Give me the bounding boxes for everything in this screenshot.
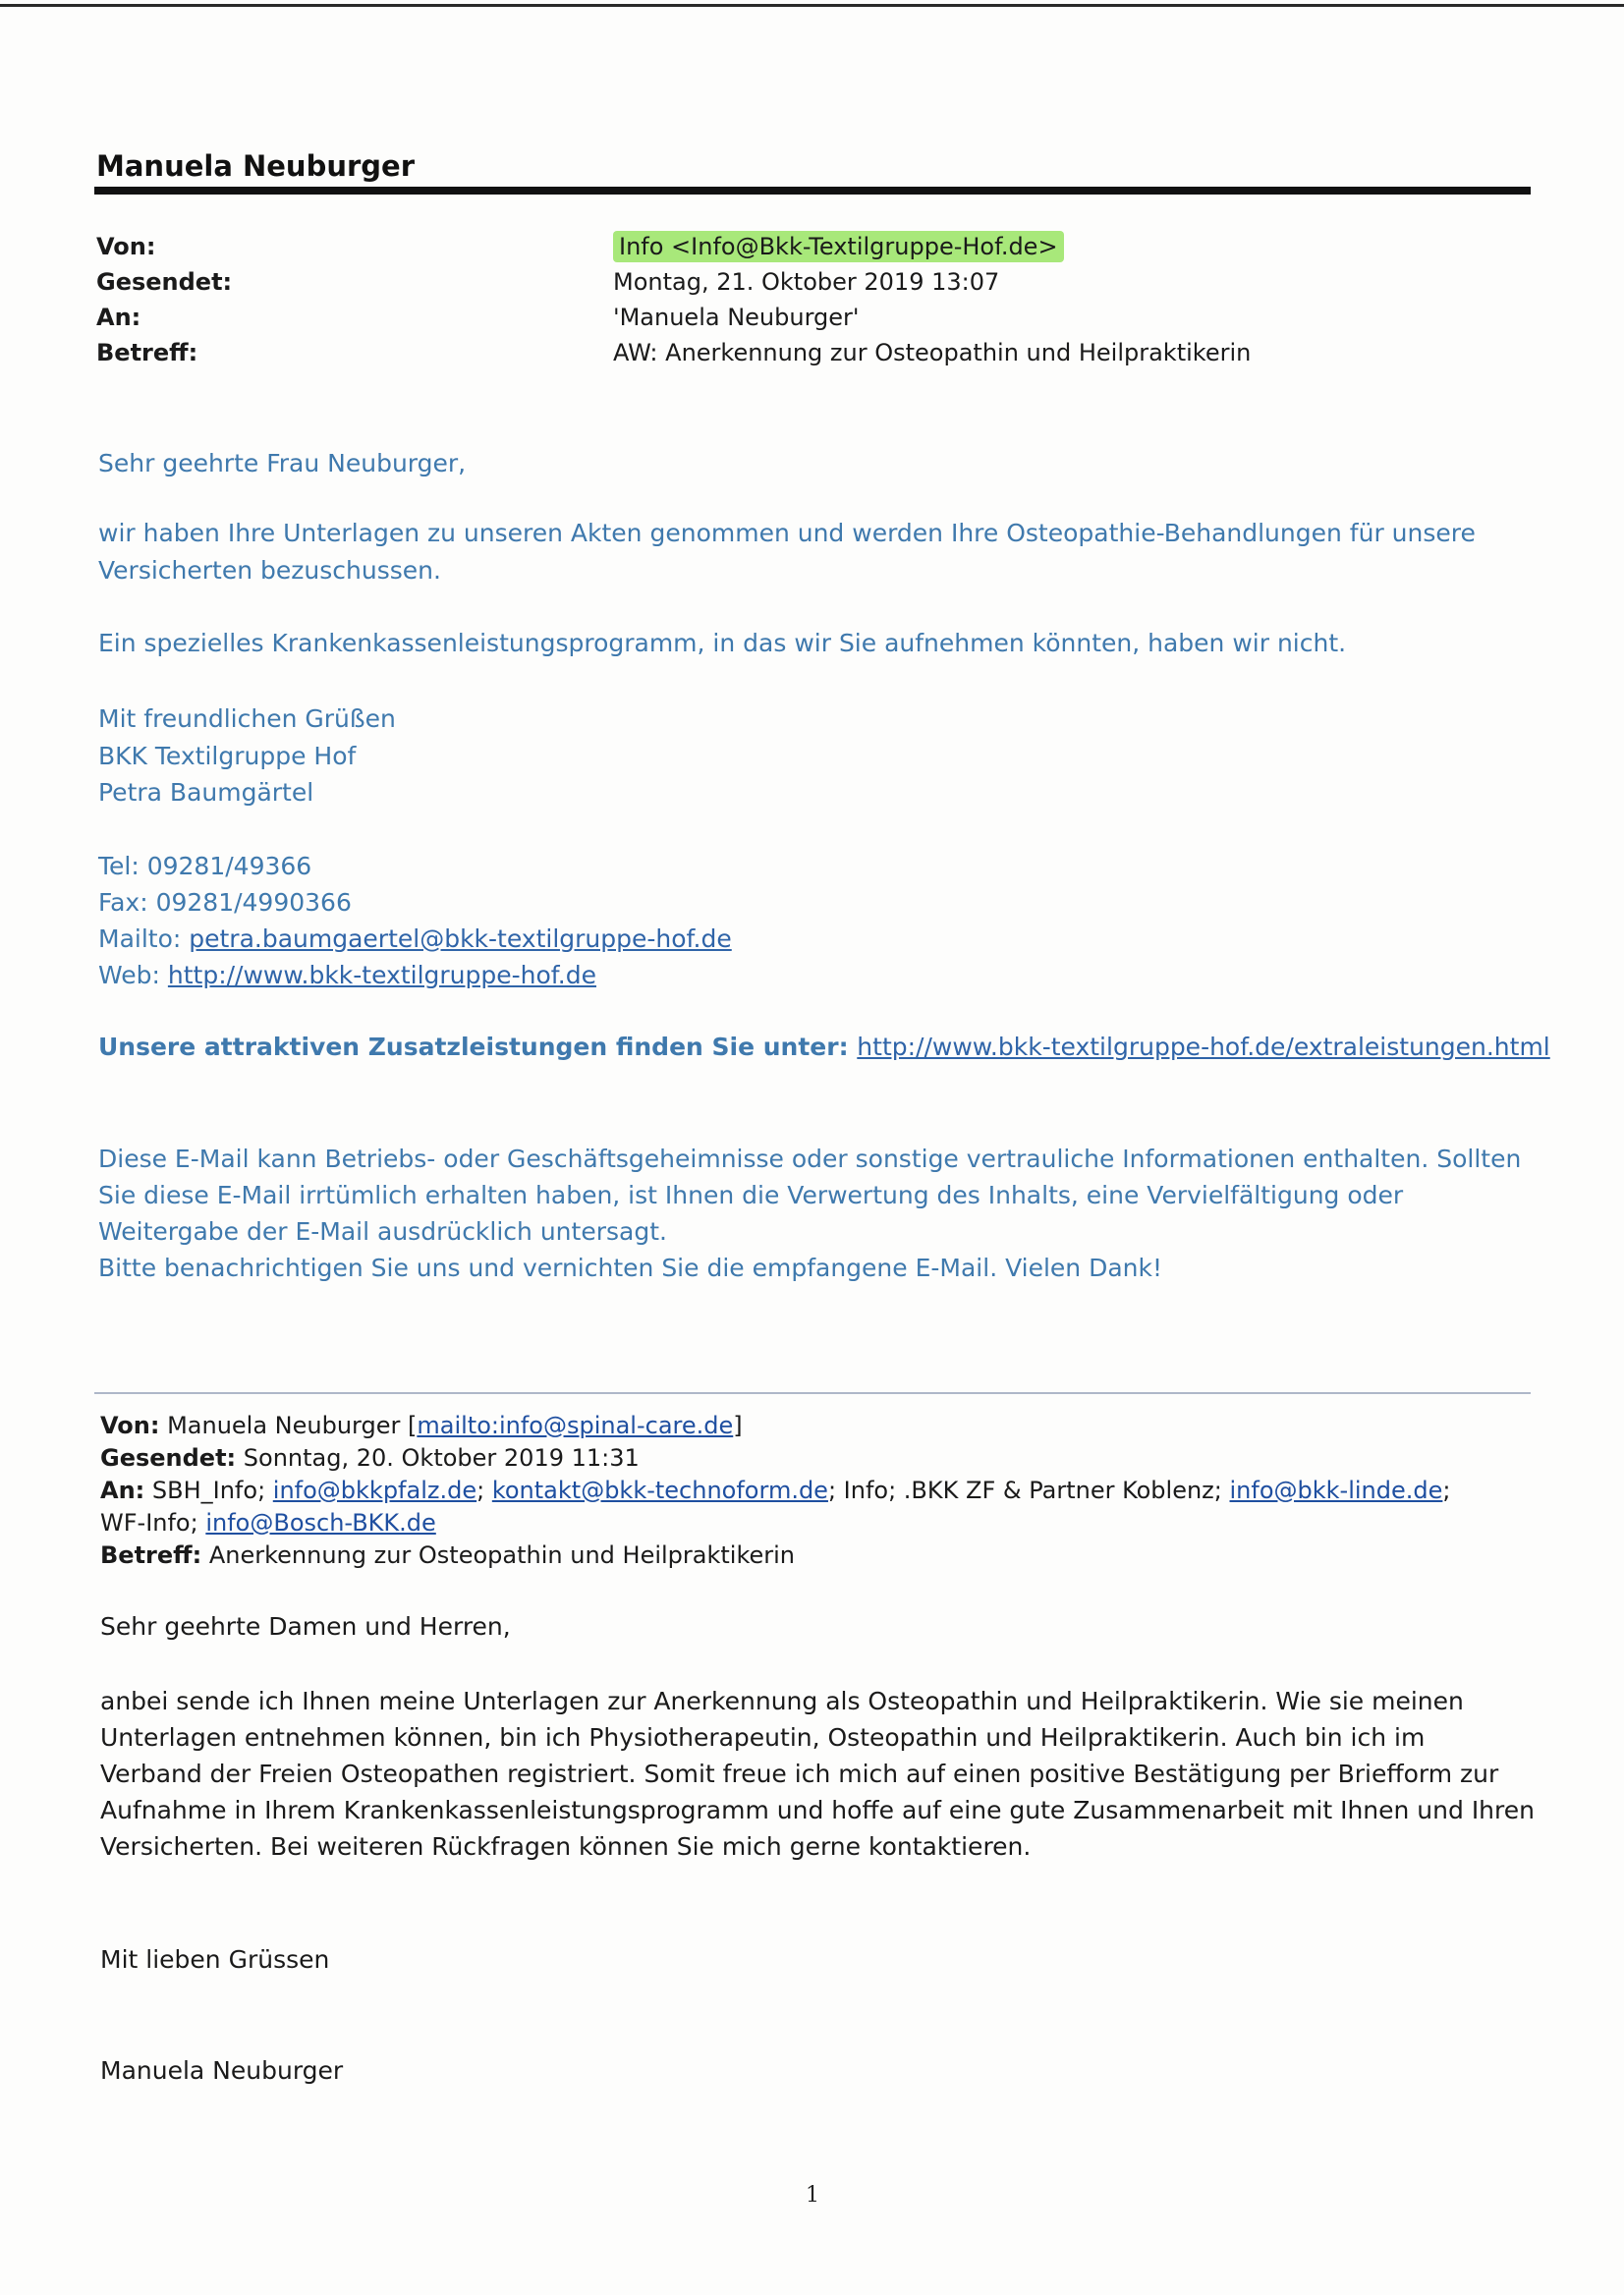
quoted-body-line1: anbei sende ich Ihnen meine Unterlagen zur Anerkennung als Osteopathin und Heilpraktikerin. Wie sie meinen — [100, 1687, 1464, 1715]
reply-closing: Mit freundlichen Grüßen — [98, 704, 396, 733]
reply-para1-line1: wir haben Ihre Unterlagen zu unseren Akten genommen und werden Ihre Osteopathie-Behandlungen für unsere — [98, 519, 1476, 547]
quoted-to-line2-part: WF-Info; — [100, 1509, 206, 1537]
quoted-body-line5: Versicherten. Bei weiteren Rückfragen können Sie mich gerne kontaktieren. — [100, 1832, 1032, 1861]
to-label: An: — [96, 304, 141, 331]
owner-divider — [94, 187, 1531, 195]
quoted-to-part1: SBH_Info; — [144, 1477, 273, 1504]
subject-label: Betreff: — [96, 339, 198, 366]
reply-tel: Tel: 09281/49366 — [98, 852, 312, 880]
quoted-from-close: ] — [733, 1412, 743, 1439]
quoted-body-line3: Verband der Freien Osteopathen registriert. Somit freue ich mich auf einen positive Bestätigung per Briefform zur — [100, 1760, 1499, 1788]
quoted-to-sep1: ; — [476, 1477, 492, 1504]
from-value — [613, 229, 1064, 264]
quoted-body-line2: Unterlagen entnehmen können, bin ich Physiotherapeutin, Osteopathin und Heilpraktikerin. Auch bin ich im — [100, 1723, 1426, 1752]
reply-para2: Ein spezielles Krankenkassenleistungsprogramm, in das wir Sie aufnehmen könnten, haben wir nicht. — [98, 629, 1347, 657]
reply-extras-row — [98, 1029, 1550, 1065]
sent-label: Gesendet: — [96, 268, 233, 296]
subject-value: AW: Anerkennung zur Osteopathin und Heilpraktikerin — [613, 339, 1252, 366]
quoted-sent-value: Sonntag, 20. Oktober 2019 11:31 — [236, 1444, 640, 1472]
reply-web-row — [98, 957, 596, 993]
quoted-to-link1[interactable]: info@bkkpfalz.de — [272, 1477, 477, 1504]
extras-label: Unsere attraktiven Zusatzleistungen finden Sie unter: — [98, 1033, 858, 1061]
reply-org: BKK Textilgruppe Hof — [98, 742, 357, 770]
reply-para1-line2: Versicherten bezuschussen. — [98, 556, 441, 585]
quoted-from-row — [100, 1410, 743, 1442]
from-label: Von: — [96, 233, 156, 260]
reply-signer: Petra Baumgärtel — [98, 778, 314, 807]
to-value: 'Manuela Neuburger' — [613, 304, 860, 331]
quoted-closing: Mit lieben Grüssen — [100, 1945, 330, 1974]
quoted-from-link[interactable]: mailto:info@spinal-care.de — [417, 1412, 734, 1439]
web-link[interactable]: http://www.bkk-textilgruppe-hof.de — [167, 961, 596, 989]
quoted-signer: Manuela Neuburger — [100, 2056, 344, 2085]
reply-mailto-row — [98, 921, 732, 957]
quoted-from-name: Manuela Neuburger [ — [159, 1412, 418, 1439]
quoted-to-row — [100, 1475, 1450, 1507]
extras-link[interactable]: http://www.bkk-textilgruppe-hof.de/extraleistungen.html — [857, 1033, 1550, 1061]
quoted-to-sep3: ; — [1442, 1477, 1451, 1504]
quoted-sent-label: Gesendet: — [100, 1444, 237, 1472]
quoted-subject-row — [100, 1539, 795, 1572]
quoted-greeting: Sehr geehrte Damen und Herren, — [100, 1612, 511, 1641]
quoted-to-row2 — [100, 1507, 436, 1539]
quoted-to-part2: ; Info; .BKK ZF & Partner Koblenz; — [827, 1477, 1230, 1504]
quoted-subject-label: Betreff: — [100, 1541, 202, 1569]
reply-fax: Fax: 09281/4990366 — [98, 888, 352, 917]
reply-greeting: Sehr geehrte Frau Neuburger, — [98, 449, 467, 477]
disclaimer-line1: Diese E-Mail kann Betriebs- oder Geschäftsgeheimnisse oder sonstige vertrauliche Informationen enthalten. Sollten — [98, 1145, 1522, 1173]
page-number: 1 — [806, 2183, 819, 2208]
quoted-to-link3[interactable]: info@bkk-linde.de — [1229, 1477, 1443, 1504]
quoted-to-label: An: — [100, 1477, 145, 1504]
quoted-body-line4: Aufnahme in Ihrem Krankenkassenleistungsprogramm und hoffe auf eine gute Zusammenarbeit mit Ihnen und Ihren — [100, 1796, 1535, 1824]
disclaimer-line3: Weitergabe der E-Mail ausdrücklich untersagt. — [98, 1217, 667, 1246]
mailto-label: Mailto: — [98, 924, 190, 953]
from-value-highlight: Info <Info@Bkk-Textilgruppe-Hof.de> — [613, 231, 1064, 262]
web-label: Web: — [98, 961, 168, 989]
page-top-border — [0, 4, 1624, 7]
mailbox-owner-name: Manuela Neuburger — [96, 149, 416, 183]
quoted-to-link2[interactable]: kontakt@bkk-technoform.de — [491, 1477, 828, 1504]
sent-value: Montag, 21. Oktober 2019 13:07 — [613, 268, 1000, 296]
quoted-from-label: Von: — [100, 1412, 160, 1439]
disclaimer-line4: Bitte benachrichtigen Sie uns und vernichten Sie die empfangene E-Mail. Vielen Dank! — [98, 1254, 1162, 1282]
quoted-separator — [94, 1392, 1531, 1394]
mailto-link[interactable]: petra.baumgaertel@bkk-textilgruppe-hof.de — [189, 924, 732, 953]
quoted-to-link4[interactable]: info@Bosch-BKK.de — [205, 1509, 436, 1537]
quoted-subject-value: Anerkennung zur Osteopathin und Heilpraktikerin — [201, 1541, 796, 1569]
quoted-sent-row — [100, 1442, 640, 1475]
disclaimer-line2: Sie diese E-Mail irrtümlich erhalten haben, ist Ihnen die Verwertung des Inhalts, eine Vervielfältigung oder — [98, 1181, 1404, 1209]
